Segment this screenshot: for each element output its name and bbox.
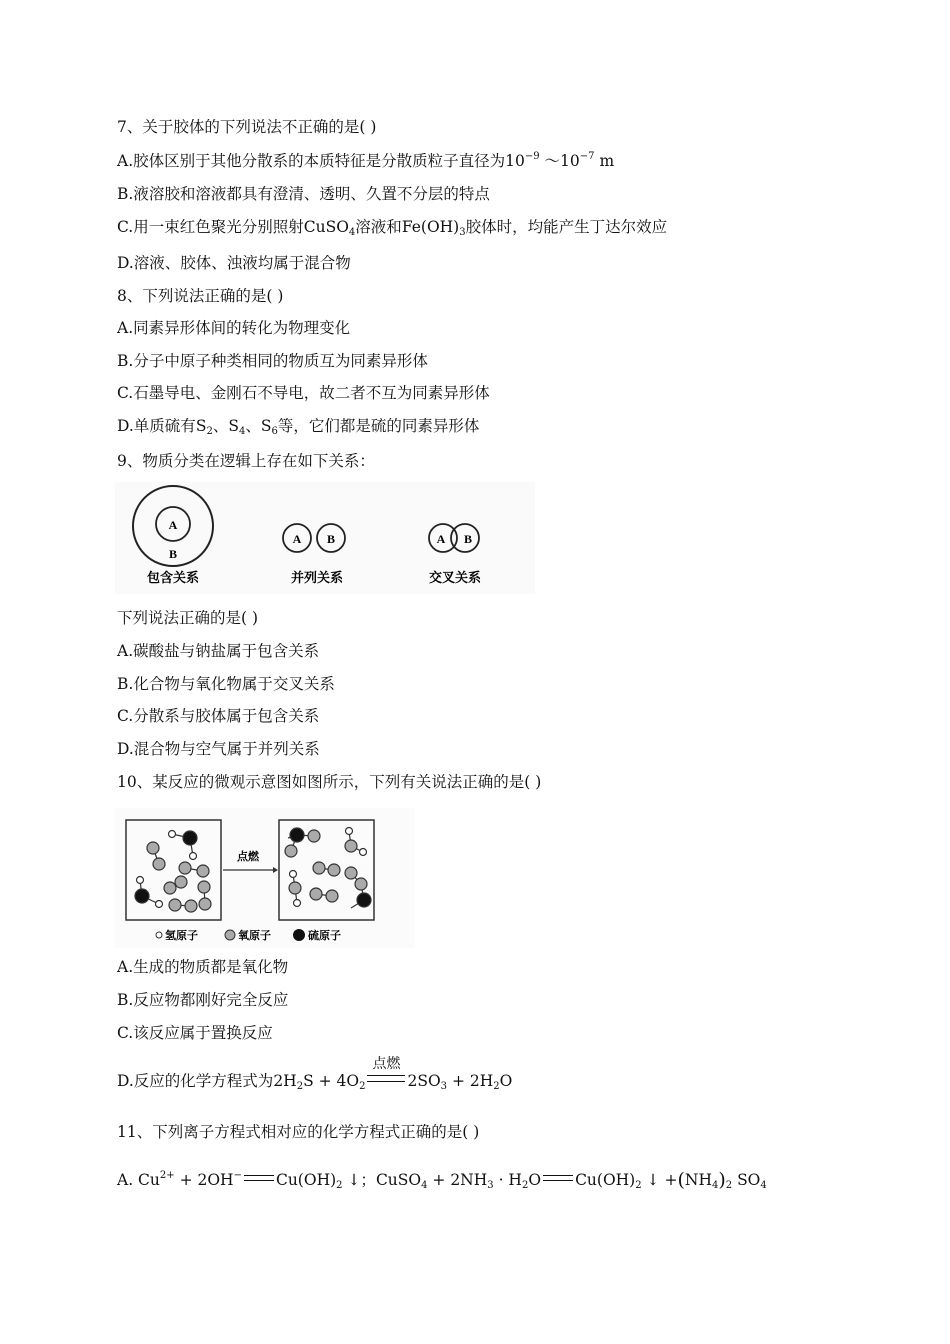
reaction-micro-diagram: [115, 808, 415, 948]
q8-d-s2-sub: 4: [238, 426, 246, 437]
q8-stem: 8、下列说法正确的是( ): [117, 287, 284, 305]
q11-a-r2-end: O: [528, 1171, 542, 1189]
q10-stem: 10、某反应的微观示意图如图所示，下列有关说法正确的是( ): [117, 773, 542, 791]
diagram-background: [115, 808, 415, 948]
q7-c-formula1: CuSO: [303, 218, 349, 236]
q8-option-b: B.分子中原子种类相同的物质互为同素异形体: [117, 352, 428, 370]
q11-a-prod2-sub: 2: [635, 1180, 642, 1191]
atom-o: [308, 830, 320, 842]
q10-d-lhs1: 2H: [273, 1072, 297, 1090]
q8-d-s3: S: [260, 417, 272, 435]
atom-o: [199, 898, 211, 910]
q7-a-base2: 10: [560, 152, 580, 170]
q11-a-r2: + 2NH: [427, 1171, 488, 1189]
parallel-label-a: A: [292, 532, 302, 546]
q11-a-oh-sup: −: [233, 1170, 242, 1181]
legend-hydrogen-label: 氢原子: [165, 929, 198, 942]
q9-option-a: A.碳酸盐与钠盐属于包含关系: [117, 642, 320, 660]
atom-s: [357, 893, 371, 907]
q8-d-post: 等，它们都是硫的同素异形体: [277, 417, 480, 435]
q10-d-rhs2: + 2H: [447, 1072, 494, 1090]
q7-stem: 7、关于胶体的下列说法不正确的是( ): [117, 118, 377, 136]
legend-hydrogen-swatch: [156, 932, 162, 938]
contain-label-a: A: [168, 518, 178, 532]
q7-a-sep: ～: [539, 152, 561, 170]
atom-o: [313, 862, 325, 874]
atom-s: [290, 828, 304, 842]
atom-o: [328, 864, 340, 876]
q11-a-prod3-sub: 4: [711, 1180, 719, 1191]
q7-c-text: C.用一束红色聚光分别照射: [117, 218, 304, 236]
contain-label-b: B: [168, 547, 178, 561]
atom-o: [345, 840, 357, 852]
q10-d-rhs2-post: O: [499, 1072, 513, 1090]
q10-d-rhs1: 2SO: [407, 1072, 441, 1090]
reaction-condition-label: 点燃: [372, 1056, 401, 1072]
q8-d-s1-sub: 2: [206, 426, 213, 437]
q11-a-prod3: NH: [684, 1171, 712, 1189]
atom-s: [135, 889, 149, 903]
q8-d-s1: S: [195, 417, 207, 435]
q11-a-precipitate2: ↓ +: [641, 1171, 678, 1189]
q8-d-sep1: 、: [212, 417, 229, 435]
q11-a-paren-open: (: [677, 1169, 685, 1191]
arrow-label: 点燃: [237, 850, 259, 863]
q7-a-base1: 10: [505, 152, 525, 170]
atom-o: [285, 845, 297, 857]
legend-sulfur-label: 硫原子: [308, 929, 341, 942]
equals-sign: [244, 1175, 274, 1181]
reaction-condition-sign: [367, 1056, 405, 1092]
cross-caption: 交叉关系: [428, 571, 482, 586]
legend-sulfur-swatch: [293, 929, 305, 941]
q7-c-formula1-sub: 4: [348, 227, 356, 238]
atom-o: [310, 888, 322, 900]
q11-a-paren-close: ): [718, 1169, 726, 1191]
q11-a-r1: CuSO: [375, 1171, 422, 1189]
q8-d-s2: S: [228, 417, 239, 435]
q10-d-text: D.反应的化学方程式为: [117, 1072, 274, 1090]
q9-option-d: D.混合物与空气属于并列关系: [117, 740, 320, 758]
cross-label-a: A: [436, 532, 446, 546]
atom-h: [137, 877, 144, 884]
q7-c-formula2-sub: 3: [459, 227, 466, 238]
classification-relations-figure: [115, 482, 535, 594]
q9-option-b: B.化合物与氧化物属于交叉关系: [117, 675, 335, 693]
atom-h: [290, 871, 297, 878]
atom-o: [198, 881, 210, 893]
atom-o: [147, 842, 159, 854]
q10-d-rhs2-sub: 2: [493, 1081, 500, 1092]
q10-d-lhs2-sub: 2: [359, 1081, 366, 1092]
legend-oxygen-swatch: [225, 930, 235, 940]
atom-o: [326, 890, 338, 902]
q11-a-precipitate1: ↓；: [342, 1171, 376, 1189]
q7-a-exp1: −9: [524, 151, 540, 162]
q9-sub-stem: 下列说法正确的是( ): [117, 609, 259, 627]
atom-h: [156, 901, 163, 908]
q10-option-c: C.该反应属于置换反应: [117, 1024, 273, 1042]
q10-option-b: B.反应物都刚好完全反应: [117, 991, 289, 1009]
q8-d-s3-sub: 6: [271, 426, 278, 437]
q8-option-c: C.石墨导电、金刚石不导电，故二者不互为同素异形体: [117, 384, 490, 402]
atom-o: [169, 899, 181, 911]
q7-c-formula2: Fe(OH): [401, 218, 460, 236]
q7-a-unit: m: [594, 152, 615, 170]
atom-o: [164, 882, 176, 894]
parallel-caption: 并列关系: [290, 571, 344, 586]
atom-o: [355, 878, 367, 890]
q11-a-r1-sub: 4: [421, 1180, 428, 1191]
q11-a-cu: A. Cu: [117, 1171, 160, 1189]
atom-o: [153, 858, 165, 870]
atom-h: [169, 831, 176, 838]
q8-d-sep2: 、: [245, 417, 261, 435]
q9-stem: 9、物质分类在逻辑上存在如下关系：: [117, 452, 375, 470]
q7-c-post: 胶体时，均能产生丁达尔效应: [465, 218, 668, 236]
q8-option-d: [117, 415, 479, 437]
q10-d-lhs1-post: S + 4O: [303, 1072, 360, 1090]
q10-option-a: A.生成的物质都是氧化物: [117, 958, 289, 976]
q7-option-c: [117, 216, 667, 238]
q11-a-r2-h-sub: 2: [521, 1180, 529, 1191]
atom-h: [294, 900, 301, 907]
q11-a-prod3-sub2: 2: [725, 1180, 733, 1191]
q11-a-cu-sup: 2+: [159, 1170, 175, 1181]
atom-o: [175, 876, 187, 888]
q7-option-a: [117, 150, 614, 172]
q11-a-prod2: Cu(OH): [575, 1171, 636, 1189]
atom-o: [345, 867, 357, 879]
atom-h: [360, 849, 367, 856]
q7-c-mid: 溶液和: [355, 218, 402, 236]
equals-bars: [367, 1075, 405, 1082]
legend-oxygen-label: 氧原子: [238, 929, 271, 942]
atom-h: [346, 828, 353, 835]
atom-o: [197, 865, 209, 877]
q11-a-r2-sub: 3: [487, 1180, 494, 1191]
q11-option-a: [117, 1169, 767, 1191]
q11-a-prod1-sub: 2: [336, 1180, 343, 1191]
q10-d-rhs1-sub: 3: [440, 1081, 448, 1092]
q11-a-r2-post: · H: [493, 1171, 522, 1189]
q7-option-b: B.液溶胶和溶液都具有澄清、透明、久置不分层的特点: [117, 185, 490, 203]
q10-d-lhs1-sub: 2: [296, 1081, 304, 1092]
q11-a-prod1: Cu(OH): [275, 1171, 337, 1189]
q7-a-text: A.胶体区别于其他分散系的本质特征是分散质粒子直径为: [117, 152, 506, 170]
q11-stem: 11、下列离子方程式相对应的化学方程式正确的是( ): [117, 1123, 480, 1141]
q8-d-text: D.单质硫有: [117, 417, 196, 435]
equals-sign: [543, 1175, 573, 1181]
atom-h: [190, 853, 197, 860]
atom-s: [183, 831, 197, 845]
q7-a-exp2: −7: [579, 151, 595, 162]
q11-a-prod3-sub3: 4: [760, 1180, 767, 1191]
q11-a-oh: + 2OH: [174, 1171, 234, 1189]
atom-o: [185, 900, 197, 912]
parallel-label-b: B: [326, 532, 336, 546]
q10-option-d: [117, 1056, 513, 1092]
q8-option-a: A.同素异形体间的转化为物理变化: [117, 319, 351, 337]
atom-o: [289, 882, 301, 894]
contain-caption: 包含关系: [146, 571, 200, 586]
q9-option-c: C.分散系与胶体属于包含关系: [117, 707, 320, 725]
cross-label-b: B: [463, 532, 473, 546]
q11-a-prod3-end: SO: [732, 1171, 761, 1189]
q7-option-d: D.溶液、胶体、浊液均属于混合物: [117, 254, 351, 272]
atom-o: [179, 862, 191, 874]
